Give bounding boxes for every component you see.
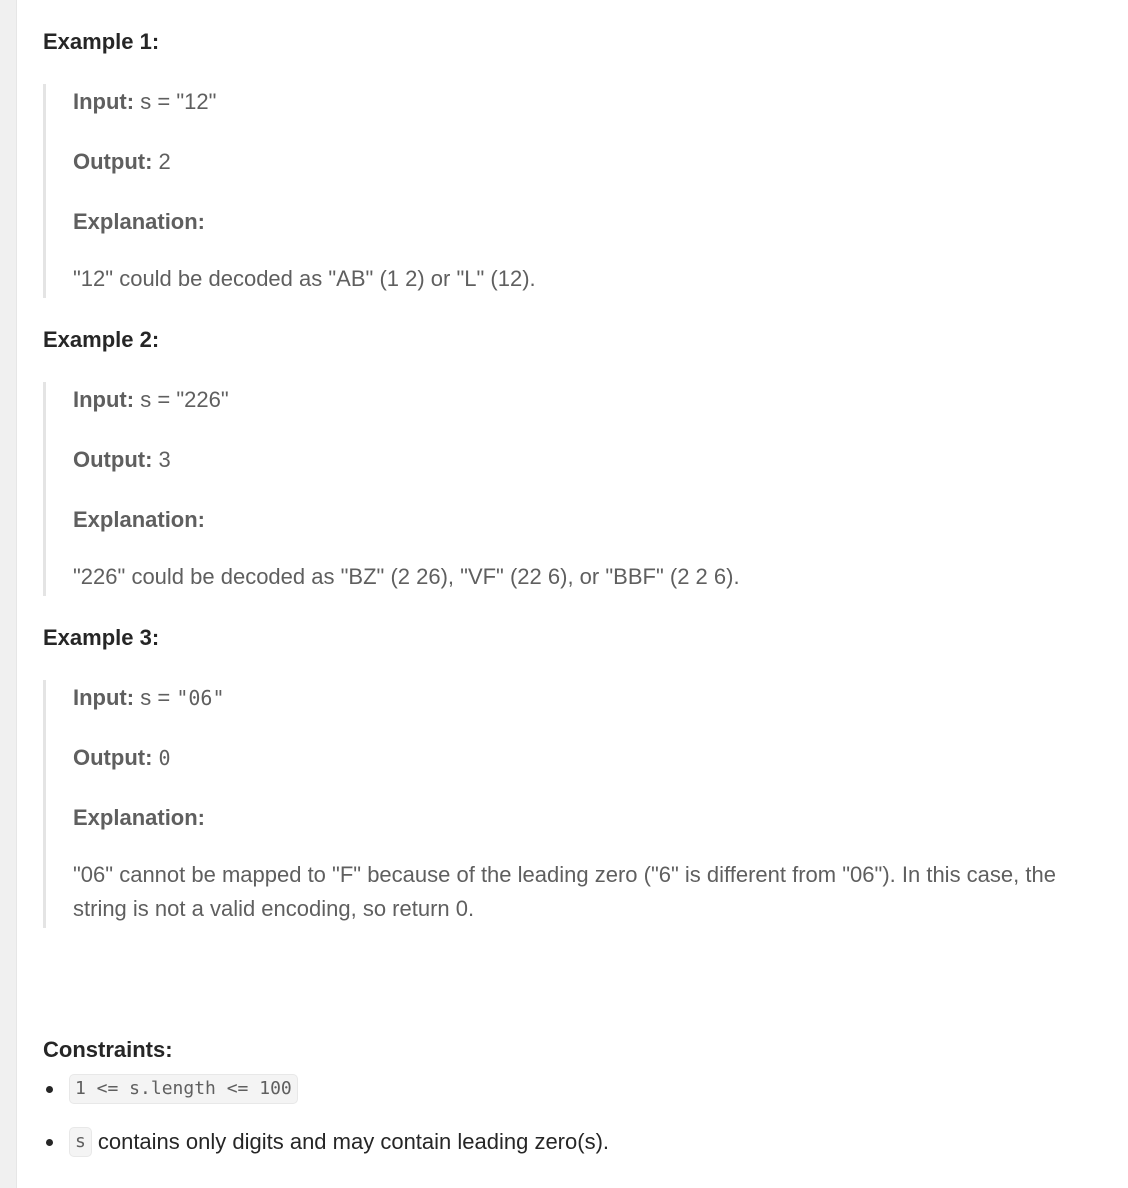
example-3-output (73, 744, 171, 772)
example-1-heading: Example 1: (43, 29, 160, 54)
constraint-text: contains only digits and may contain leading zero(s). (97, 1129, 610, 1154)
input-var: s (140, 387, 152, 412)
input-equals: = (157, 387, 171, 412)
example-1-explanation-label (73, 208, 205, 236)
bullet-icon (46, 1139, 53, 1146)
constraint-item (43, 1127, 609, 1157)
example-3-explanation-label (73, 804, 205, 832)
input-value: "06" (176, 686, 225, 710)
explanation-label: Explanation: (73, 507, 206, 532)
input-label: Input: (73, 89, 135, 114)
constraint-item (43, 1074, 298, 1104)
example-2-block (43, 382, 1123, 596)
input-var: s (140, 685, 152, 710)
example-2-explanation-label (73, 506, 205, 534)
problem-description (16, 0, 1128, 1188)
constraints-heading: Constraints: (43, 1037, 173, 1062)
bullet-icon (46, 1086, 53, 1093)
explanation-label: Explanation: (73, 805, 206, 830)
example-3-input (73, 684, 225, 712)
constraint-code: 1 <= s.length <= 100 (69, 1074, 298, 1104)
constraint-code: s (69, 1127, 92, 1157)
example-2-input (73, 386, 229, 414)
example-1-output (73, 148, 171, 176)
output-label: Output: (73, 447, 153, 472)
example-1-explanation-text: "12" could be decoded as "AB" (1 2) or "L" (12). (73, 266, 536, 291)
output-value: 3 (158, 447, 171, 472)
output-label: Output: (73, 149, 153, 174)
input-label: Input: (73, 387, 135, 412)
example-3-heading: Example 3: (43, 625, 160, 650)
explanation-label: Explanation: (73, 209, 206, 234)
input-var: s (140, 89, 152, 114)
input-equals: = (157, 89, 171, 114)
output-value: 0 (158, 746, 171, 770)
example-3-explanation-text: "06" cannot be mapped to "F" because of the leading zero ("6" is different from "06"). In this case, the string is not a valid encoding, so return 0. (73, 862, 1056, 921)
input-value: "12" (176, 89, 217, 114)
example-2-output (73, 446, 171, 474)
example-1-input (73, 88, 216, 116)
example-2-heading: Example 2: (43, 327, 160, 352)
output-label: Output: (73, 745, 153, 770)
input-label: Input: (73, 685, 135, 710)
example-2-explanation-text: "226" could be decoded as "BZ" (2 26), "VF" (22 6), or "BBF" (2 2 6). (73, 564, 740, 589)
output-value: 2 (158, 149, 171, 174)
input-value: "226" (176, 387, 229, 412)
example-3-block (43, 680, 1123, 928)
input-equals: = (157, 685, 171, 710)
example-1-block (43, 84, 1123, 298)
